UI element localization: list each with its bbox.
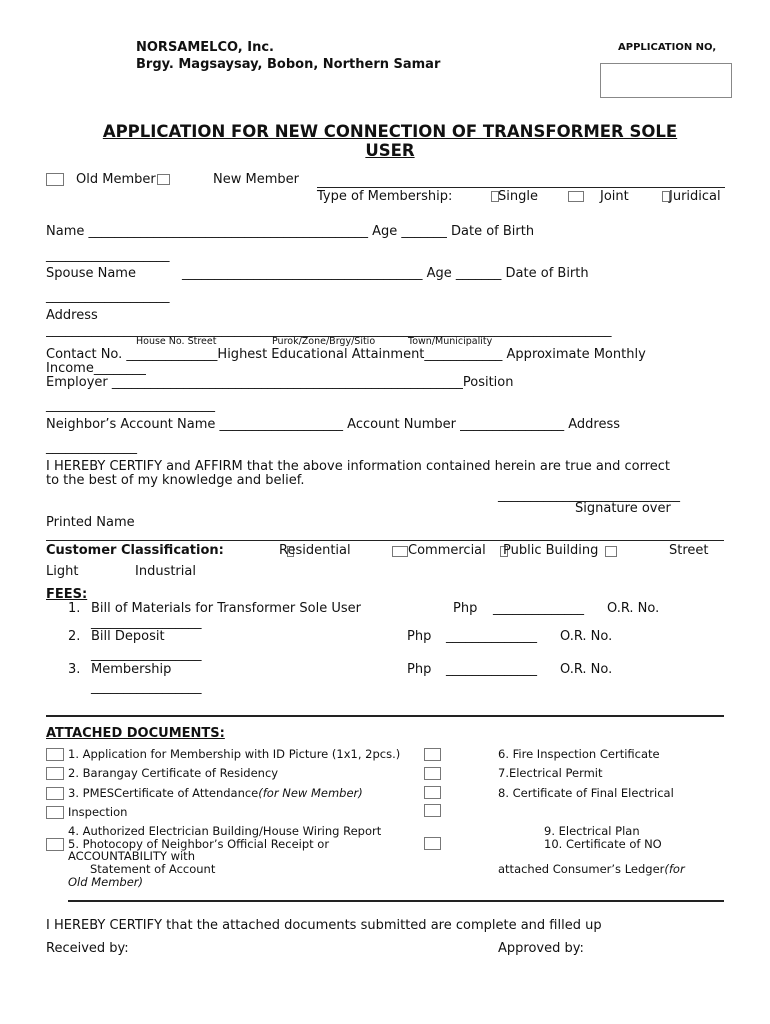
old-member-label: Old Member <box>76 172 156 187</box>
doc-3-checkbox[interactable] <box>46 787 64 800</box>
fee-2-num: 2. <box>68 629 81 644</box>
documents-heading: ATTACHED DOCUMENTS: <box>46 726 225 741</box>
residential-label: Residential <box>279 543 351 558</box>
fee-1-label: Bill of Materials for Transformer Sole User <box>91 601 361 616</box>
light-label: Light <box>46 564 79 579</box>
address-label: Address <box>46 308 98 323</box>
membership-rule <box>317 187 725 188</box>
fee-3-php: Php <box>407 662 432 677</box>
single-label: Single <box>498 189 538 204</box>
commercial-checkbox[interactable] <box>392 546 408 557</box>
doc-5-line2: ACCOUNTABILITY with <box>68 849 195 863</box>
doc-inspection-checkbox[interactable] <box>46 806 64 819</box>
classification-rule <box>46 540 724 541</box>
footer-rule <box>68 900 724 902</box>
joint-checkbox[interactable] <box>568 191 584 202</box>
new-member-label: New Member <box>213 172 299 187</box>
doc-9-checkbox[interactable] <box>424 804 441 817</box>
contact-line[interactable]: Contact No. ______________Highest Educational Attainment____________ Approximate Monthly <box>46 347 646 362</box>
commercial-label: Commercial <box>408 543 486 558</box>
doc-1-checkbox[interactable] <box>46 748 64 761</box>
signature-label: Signature over <box>575 501 671 516</box>
new-member-checkbox[interactable] <box>157 174 170 185</box>
doc-7-label: 7.Electrical Permit <box>498 766 603 780</box>
documents-rule <box>46 715 724 717</box>
employer-line[interactable]: Employer ______________________________________________________Position <box>46 375 514 390</box>
received-by-label: Received by: <box>46 941 129 956</box>
signature-blank[interactable]: ____________________________ <box>498 488 680 503</box>
juridical-label: Juridical <box>669 189 721 204</box>
certify-text-line2: to the best of my knowledge and belief. <box>46 473 305 488</box>
doc-9-label: 9. Electrical Plan <box>544 824 640 838</box>
application-no-field[interactable] <box>600 63 732 98</box>
doc-10-italic: (for <box>664 862 685 876</box>
membership-type-label: Type of Membership: <box>317 189 453 204</box>
fee-3-or: O.R. No. <box>560 662 613 677</box>
address-blank[interactable]: _______________________________________________________________________________________ <box>46 323 612 338</box>
doc-3-italic: (for New Member) <box>258 786 363 800</box>
doc-5-line4: Old Member) <box>68 875 143 889</box>
joint-label: Joint <box>600 189 629 204</box>
certify-text-line1: I HEREBY CERTIFY and AFFIRM that the above information contained herein are true and correct <box>46 459 670 474</box>
fee-1-php: Php <box>453 601 478 616</box>
name-dob-blank[interactable]: ___________________ <box>46 248 170 263</box>
doc-10-checkbox[interactable] <box>424 837 441 850</box>
fee-1-or: O.R. No. <box>607 601 660 616</box>
fee-2-label: Bill Deposit <box>91 629 165 644</box>
spouse-dob-blank[interactable]: ___________________ <box>46 289 170 304</box>
doc-10-ledger: attached Consumer’s Ledger <box>498 862 665 876</box>
doc-3-continued: Inspection <box>68 805 128 819</box>
doc-5-line3: Statement of Account <box>90 862 216 876</box>
income-line[interactable]: Income________ <box>46 361 146 376</box>
fee-1-blank[interactable]: _________________ <box>91 615 202 630</box>
doc-8-label: 8. Certificate of Final Electrical <box>498 786 674 800</box>
doc-5-label: 5. Photocopy of Neighbor’s Official Receipt or <box>68 837 330 851</box>
doc-6-label: 6. Fire Inspection Certificate <box>498 747 660 761</box>
fee-3-label: Membership <box>91 662 172 677</box>
doc-7-checkbox[interactable] <box>424 767 441 780</box>
fee-1-num: 1. <box>68 601 81 616</box>
doc-5-checkbox[interactable] <box>46 838 64 851</box>
classification-label: Customer Classification: <box>46 543 224 558</box>
name-line[interactable]: Name ___________________________________________ Age _______ Date of Birth <box>46 224 535 239</box>
doc-1-label: 1. Application for Membership with ID Picture (1x1, 2pcs.) <box>68 747 401 761</box>
form-title-line1: APPLICATION FOR NEW CONNECTION OF TRANSFORMER SOLE <box>102 122 678 141</box>
street-light-checkbox[interactable] <box>605 546 617 557</box>
fee-3-num: 3. <box>68 662 81 677</box>
industrial-label: Industrial <box>135 564 196 579</box>
address-sub-purok: Purok/Zone/Brgy/Sitio <box>272 336 376 347</box>
spouse-name-label: Spouse Name <box>46 266 136 281</box>
fee-2-or: O.R. No. <box>560 629 613 644</box>
fees-heading: FEES: <box>46 587 88 602</box>
old-member-checkbox[interactable] <box>46 173 64 186</box>
spouse-line[interactable]: _____________________________________ Age _______ Date of Birth <box>182 266 589 281</box>
form-title-line2: USER <box>365 141 415 160</box>
doc-3-main: 3. PMESCertificate of Attendance <box>68 786 259 800</box>
org-name: NORSAMELCO, Inc. <box>136 40 274 55</box>
fee-3-amount[interactable]: ______________ <box>446 662 537 677</box>
fee-2-php: Php <box>407 629 432 644</box>
doc-2-checkbox[interactable] <box>46 767 64 780</box>
address-sub-town: Town/Municipality <box>408 336 493 347</box>
fee-3-blank[interactable]: _________________ <box>91 680 202 695</box>
public-building-label: Public Building <box>503 543 599 558</box>
neighbor-address-blank[interactable]: ______________ <box>46 440 137 455</box>
printed-name-label: Printed Name <box>46 515 135 530</box>
application-no-label: APPLICATION NO, <box>618 42 717 53</box>
doc-4-label: 4. Authorized Electrician Building/House Wiring Report <box>68 824 382 838</box>
address-sub-house: House No. Street <box>136 336 217 347</box>
doc-10-label: 10. Certificate of NO <box>544 837 662 851</box>
doc-6-checkbox[interactable] <box>424 748 441 761</box>
doc-3-label <box>68 786 363 800</box>
fee-2-blank[interactable]: _________________ <box>91 647 202 662</box>
neighbor-line[interactable]: Neighbor’s Account Name ___________________ Account Number ________________ Address <box>46 417 621 432</box>
fee-1-amount[interactable]: ______________ <box>493 601 584 616</box>
position-blank[interactable]: __________________________ <box>46 398 215 413</box>
fee-2-amount[interactable]: ______________ <box>446 629 537 644</box>
street-label: Street <box>669 543 709 558</box>
doc-8-checkbox[interactable] <box>424 786 441 799</box>
approved-by-label: Approved by: <box>498 941 584 956</box>
footer-certify: I HEREBY CERTIFY that the attached documents submitted are complete and filled up <box>46 918 602 933</box>
doc-10-line2 <box>498 862 685 876</box>
org-address: Brgy. Magsaysay, Bobon, Northern Samar <box>136 57 441 72</box>
doc-2-label: 2. Barangay Certificate of Residency <box>68 766 279 780</box>
